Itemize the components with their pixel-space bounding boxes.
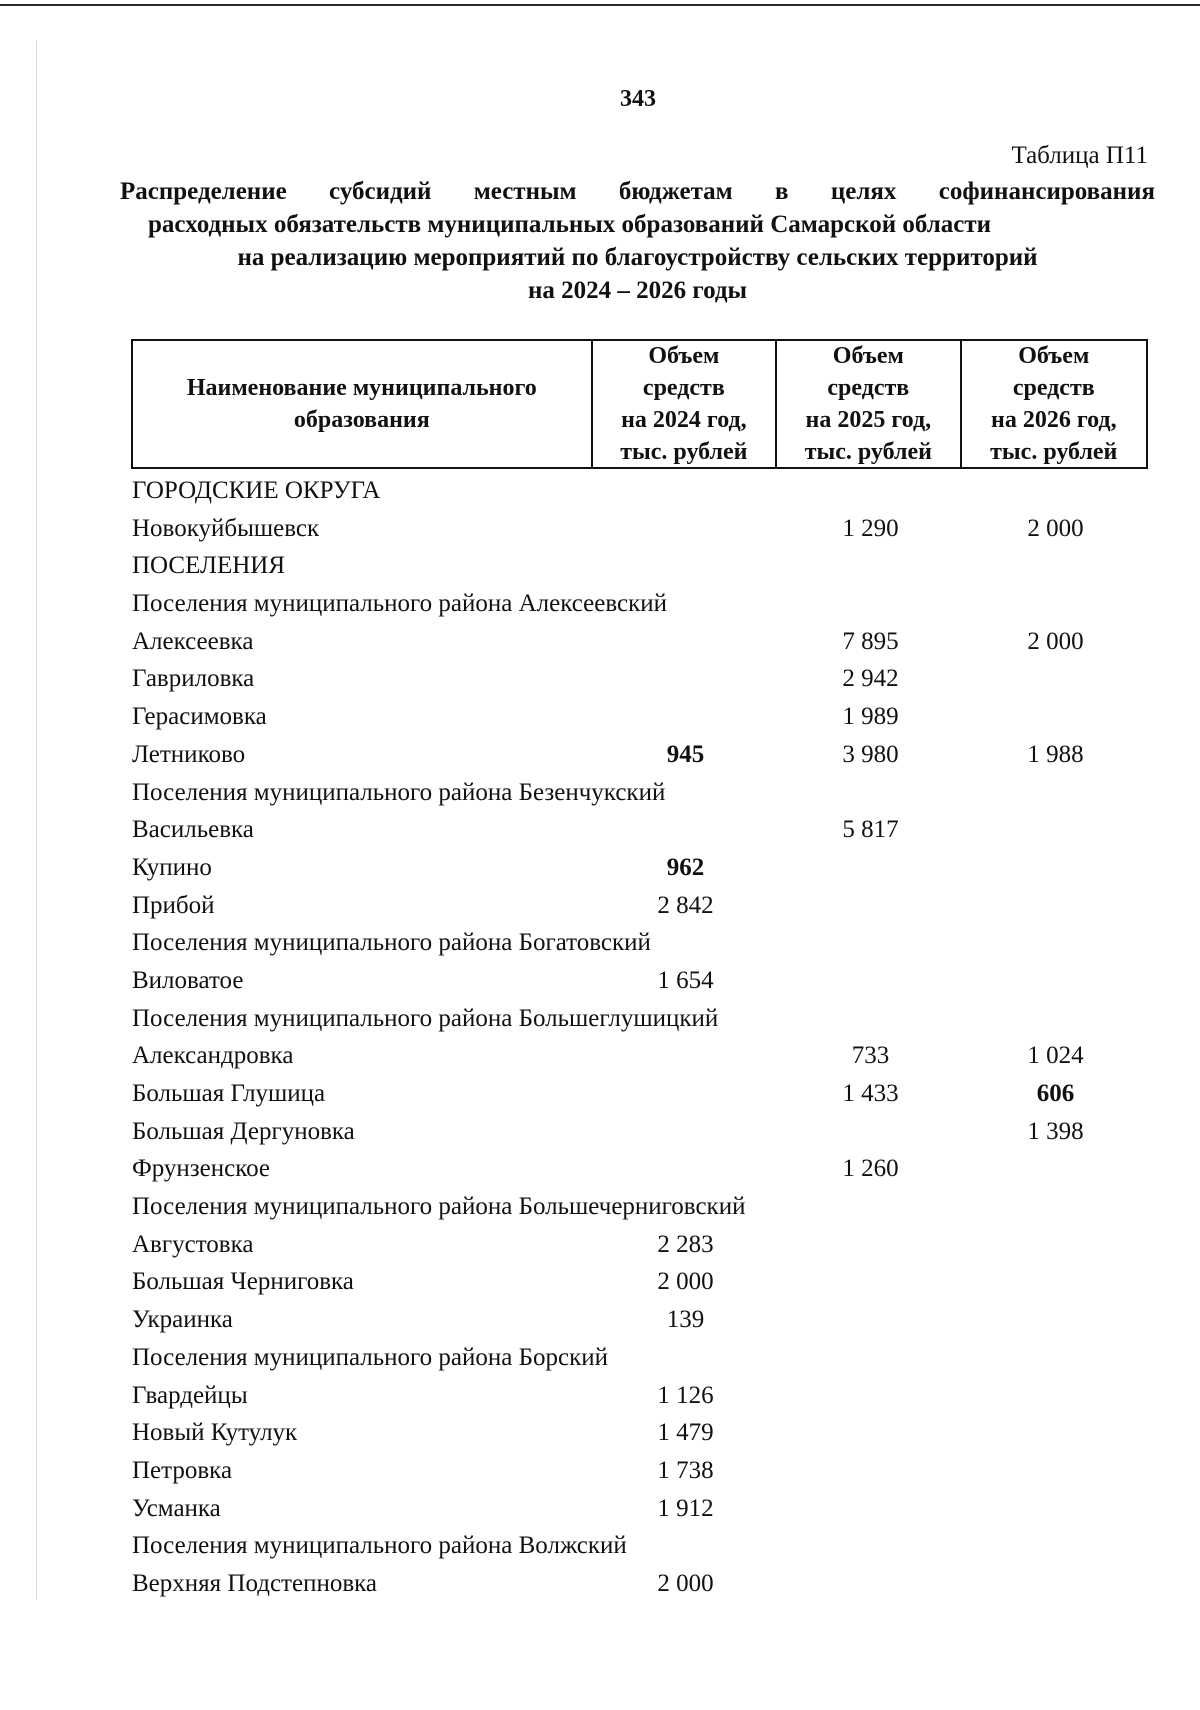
row-name: Большая Глушица	[132, 1080, 326, 1107]
table-row	[132, 1150, 1148, 1188]
table-row	[132, 1414, 1148, 1452]
header-2026-line: Объем	[1018, 343, 1090, 369]
title-line-4: на 2024 – 2026 годы	[527, 277, 748, 304]
title-line-1: Распределение субсидий местным бюджетам в целях софинансирования	[120, 178, 1155, 205]
value-2024: 2 842	[657, 891, 714, 919]
value-2024: 139	[666, 1306, 705, 1334]
scan-top-rule	[0, 4, 1200, 6]
row-name: Большая Дергуновка	[132, 1117, 355, 1145]
header-2025-line: средств	[827, 375, 910, 401]
table-row	[132, 623, 1148, 661]
table-row	[132, 1527, 1148, 1565]
value-2026: 1 988	[1027, 740, 1084, 768]
row-name: Прибой	[132, 891, 215, 919]
header-2025-column	[777, 341, 961, 467]
value-2024: 945	[666, 740, 705, 768]
row-name: Поселения муниципального района Большечерниговский	[132, 1193, 746, 1221]
table-row	[132, 1188, 1148, 1226]
title-line-3: на реализацию мероприятий по благоустройству сельских территорий	[237, 244, 1038, 271]
table-row	[132, 510, 1148, 548]
row-name: Новый Кутулук	[132, 1419, 298, 1447]
value-2024: 1 738	[657, 1456, 714, 1484]
document-title	[120, 175, 1155, 307]
table-row	[132, 1490, 1148, 1528]
value-2025: 3 980	[842, 740, 899, 768]
table-row	[132, 962, 1148, 1000]
row-name: Поселения муниципального района Алексеевский	[132, 590, 668, 618]
table-row	[132, 1037, 1148, 1075]
row-name: Новокуйбышевск	[132, 514, 320, 542]
row-name: Усманка	[132, 1494, 221, 1522]
table-row	[132, 1452, 1148, 1490]
row-name: ПОСЕЛЕНИЯ	[132, 552, 286, 580]
title-line-2: расходных обязательств муниципальных образований Самарской области	[148, 211, 992, 238]
scan-edge-line	[36, 40, 37, 1600]
table-row	[132, 736, 1148, 774]
table-header	[131, 339, 1148, 469]
header-2024-line: Объем	[648, 343, 720, 369]
value-2024: 2 000	[657, 1569, 714, 1597]
value-2025: 1 433	[842, 1080, 899, 1107]
table-row	[132, 698, 1148, 736]
value-2025: 7 895	[842, 627, 899, 655]
value-2024: 2 000	[657, 1268, 714, 1296]
table-row	[132, 1113, 1148, 1151]
table-row	[132, 1377, 1148, 1415]
value-2025: 1 290	[842, 514, 899, 542]
value-2024: 962	[666, 853, 705, 881]
row-name: Поселения муниципального района Большеглушицкий	[132, 1004, 719, 1032]
header-2025-line: тыс. рублей	[804, 439, 932, 465]
row-name: Поселения муниципального района Богатовский	[132, 929, 651, 957]
header-name-line: образования	[293, 407, 430, 433]
header-2026-line: тыс. рублей	[990, 439, 1118, 465]
value-2026: 2 000	[1027, 514, 1084, 542]
row-name: Виловатое	[132, 966, 244, 994]
row-name: Украинка	[132, 1306, 233, 1334]
row-name: Летниково	[132, 740, 246, 768]
header-2025-line: Объем	[832, 343, 904, 369]
table-row	[132, 924, 1148, 962]
value-2025: 1 260	[842, 1155, 899, 1183]
value-2024: 1 654	[657, 966, 714, 994]
table-row	[132, 660, 1148, 698]
page-number: 343	[620, 86, 656, 112]
table-row	[132, 811, 1148, 849]
header-2024-column	[593, 341, 777, 467]
value-2024: 1 912	[657, 1494, 714, 1522]
table-row	[132, 472, 1148, 510]
value-2024: 2 283	[657, 1230, 714, 1258]
table-row	[132, 585, 1148, 623]
header-2026-line: на 2026 год,	[990, 407, 1117, 433]
table-row	[132, 1226, 1148, 1264]
header-2026-column	[962, 341, 1146, 467]
header-2024-line: тыс. рублей	[620, 439, 748, 465]
table-row	[132, 1339, 1148, 1377]
row-name: Герасимовка	[132, 703, 267, 731]
header-2024-line: средств	[642, 375, 725, 401]
header-2024-line: на 2024 год,	[621, 407, 747, 433]
table-label: Таблица П11	[1011, 142, 1148, 169]
header-2026-line: средств	[1012, 375, 1095, 401]
value-2025: 2 942	[842, 665, 899, 693]
row-name: Большая Черниговка	[132, 1268, 354, 1296]
row-name: Фрунзенское	[132, 1155, 271, 1183]
row-name: Купино	[132, 853, 212, 881]
row-name: Александровка	[132, 1042, 294, 1070]
row-name: ГОРОДСКИЕ ОКРУГА	[132, 477, 381, 504]
row-name: Августовка	[132, 1230, 254, 1258]
value-2026: 1 024	[1027, 1042, 1084, 1070]
table-body	[132, 472, 1148, 1603]
header-name-line: Наименование муниципального	[186, 375, 537, 401]
row-name: Гвардейцы	[132, 1381, 248, 1409]
header-2025-line: на 2025 год,	[805, 407, 932, 433]
table-row	[132, 774, 1148, 812]
row-name: Петровка	[132, 1456, 233, 1484]
value-2025: 5 817	[842, 816, 899, 844]
row-name: Васильевка	[132, 816, 254, 844]
row-name: Поселения муниципального района Борский	[132, 1343, 608, 1371]
row-name: Гавриловка	[132, 665, 255, 693]
table-row	[132, 1263, 1148, 1301]
table-row	[132, 1000, 1148, 1038]
value-2025: 1 989	[842, 703, 899, 731]
value-2024: 1 126	[657, 1381, 714, 1409]
row-name: Алексеевка	[132, 627, 254, 655]
row-name: Верхняя Подстепновка	[132, 1569, 377, 1597]
header-name-column	[133, 341, 593, 467]
table-row	[132, 547, 1148, 585]
table-row	[132, 1565, 1148, 1603]
table-row	[132, 1075, 1148, 1113]
table-row	[132, 887, 1148, 925]
row-name: Поселения муниципального района Безенчукский	[132, 778, 666, 806]
table-row	[132, 1301, 1148, 1339]
table-row	[132, 849, 1148, 887]
row-name: Поселения муниципального района Волжский	[132, 1532, 627, 1560]
value-2024: 1 479	[657, 1419, 714, 1447]
value-2026: 606	[1036, 1080, 1075, 1107]
value-2025: 733	[851, 1042, 890, 1070]
value-2026: 2 000	[1027, 627, 1084, 655]
value-2026: 1 398	[1027, 1117, 1084, 1145]
